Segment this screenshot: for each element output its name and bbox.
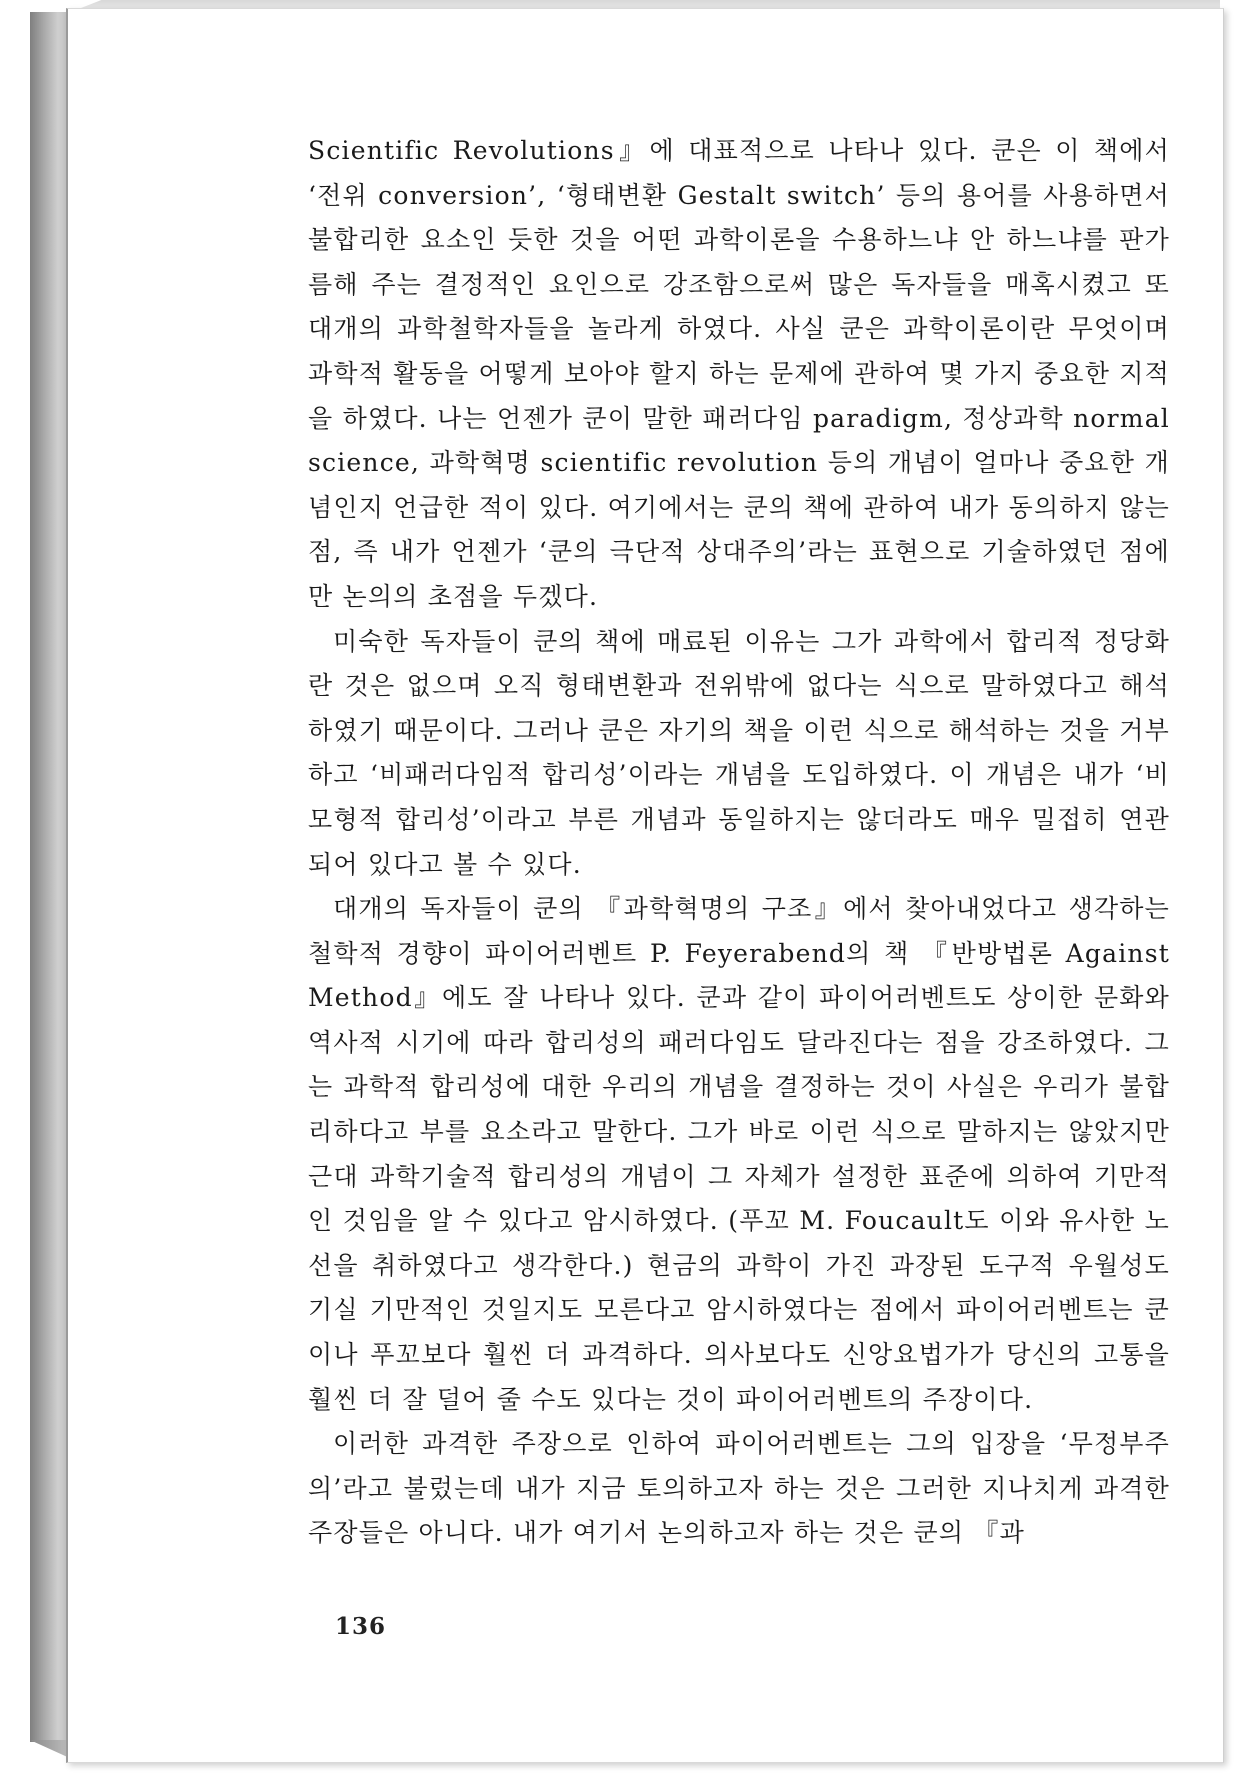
paragraph-4: 이러한 과격한 주장으로 인하여 파이어러벤트는 그의 입장을 ‘무정부주의’라고 불렀는데 내가 지금 토의하고자 하는 것은 그러한 지나치게 과격한 주장들은 아니다. 내가 여기서 논의하고자 하는 것은 쿤의 『과 [308, 1429, 1170, 1548]
page-number: 136 [335, 1613, 387, 1640]
body-text [308, 129, 1170, 1556]
paragraph-2: 미숙한 독자들이 쿤의 책에 매료된 이유는 그가 과학에서 합리적 정당화란 것은 없으며 오직 형태변환과 전위밖에 없다는 식으로 말하였다고 해석하였기 때문이다. 그러나 쿤은 자기의 책을 이런 식으로 해석하는 것을 거부하고 ‘비패러다임적 합리성’이라는 개념을 도입하였다. 이 개념은 내가 ‘비모형적 합리성’이라고 부른 개념과 동일하지는 않더라도 매우 밀접히 연관되어 있다고 볼 수 있다. [308, 626, 1170, 879]
paragraph-3: 대개의 독자들이 쿤의 『과학혁명의 구조』에서 찾아내었다고 생각하는 철학적 경향이 파이어러벤트 P. Feyerabend의 책 『반방법론 Against Method』에도 잘 나타나 있다. 쿤과 같이 파이어러벤트도 상이한 문화와 역사적 시기에 따라 합리성의 패러다임도 달라진다는 점을 강조하였다. 그는 과학적 합리성에 대한 우리의 개념을 결정하는 것이 사실은 우리가 불합리하다고 부를 요소라고 말한다. 그가 바로 이런 식으로 말하지는 않았지만 근대 과학기술적 합리성의 개념이 그 자체가 설정한 표준에 의하여 기만적인 것임을 알 수 있다고 암시하였다. (푸꼬 M. Foucault도 이와 유사한 노선을 취하였다고 생각한다.) 현금의 과학이 가진 과장된 도구적 우월성도 기실 기만적인 것일지도 모른다고 암시하였다는 점에서 파이어러벤트는 쿤이나 푸꼬보다 훨씬 더 과격하다. 의사보다도 신앙요법가가 당신의 고통을 훨씬 더 잘 덜어 줄 수도 있다는 것이 파이어러벤트의 주장이다. [308, 894, 1170, 1414]
book-page [66, 8, 1224, 1763]
book-spine [30, 12, 70, 1742]
paragraph-1: Scientific Revolutions』에 대표적으로 나타나 있다. 쿤은 이 책에서 ‘전위 conversion’, ‘형태변환 Gestalt switch’ 등의 용어를 사용하면서 불합리한 요소인 듯한 것을 어떤 과학이론을 수용하느냐 안 하느냐를 판가름해 주는 결정적인 요인으로 강조함으로써 많은 독자들을 매혹시켰고 또 대개의 과학철학자들을 놀라게 하였다. 사실 쿤은 과학이론이란 무엇이며 과학적 활동을 어떻게 보아야 할지 하는 문제에 관하여 몇 가지 중요한 지적을 하였다. 나는 언젠가 쿤이 말한 패러다임 paradigm, 정상과학 normal science, 과학혁명 scientific revolution 등의 개념이 얼마나 중요한 개념인지 언급한 적이 있다. 여기에서는 쿤의 책에 관하여 내가 동의하지 않는 점, 즉 내가 언젠가 ‘쿤의 극단적 상대주의’라는 표현으로 기술하였던 점에만 논의의 초점을 두겠다. [308, 136, 1170, 611]
